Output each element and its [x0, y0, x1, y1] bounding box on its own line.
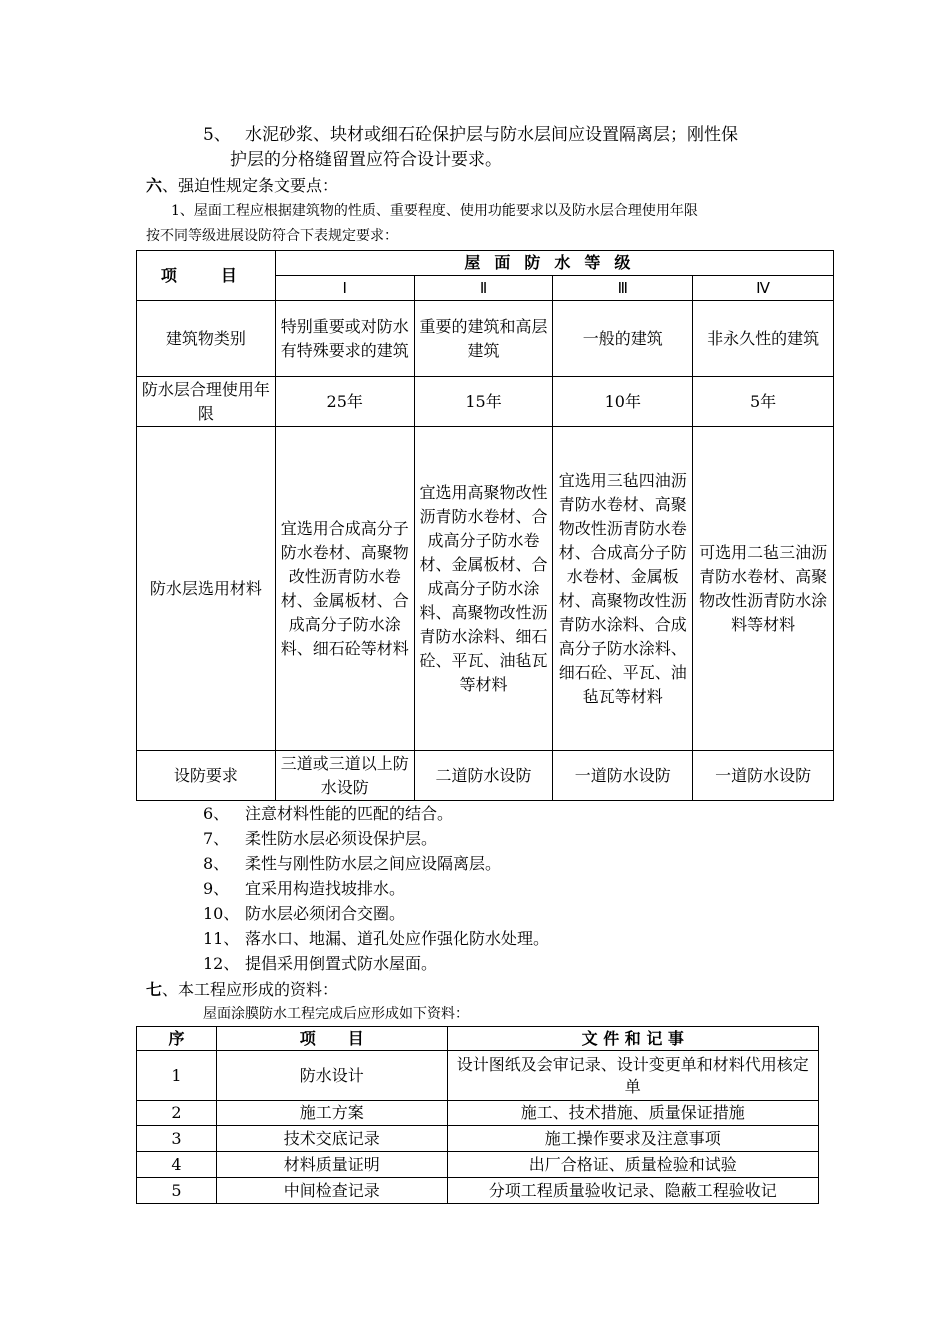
list-item-number: 9、 [203, 879, 230, 898]
table-cell: 施工操作要求及注意事项 [447, 1126, 818, 1152]
grade-4: Ⅳ [693, 276, 834, 301]
list-item-number: 12、 [203, 954, 240, 973]
table-cell: 2 [137, 1101, 217, 1126]
section-6-paragraph-line1: 1、屋面工程应根据建筑物的性质、重要程度、使用功能要求以及防水层合理使用年限 [171, 203, 698, 219]
table-row [137, 1126, 819, 1152]
list-item [203, 831, 549, 856]
table-cell: 材料质量证明 [216, 1152, 447, 1178]
list-item-number: 10、 [203, 904, 240, 923]
header-item: 项 目 [137, 251, 276, 301]
item-5 [203, 127, 738, 144]
list-item-text: 柔性防水层必须设保护层。 [245, 829, 438, 848]
section-6-heading [146, 178, 338, 194]
list-item-number: 6、 [203, 804, 230, 823]
section-7-intro: 屋面涂膜防水工程完成后应形成如下资料： [203, 1006, 469, 1022]
list-item-text: 落水口、地漏、道孔处应作强化防水处理。 [245, 929, 550, 948]
table-cell: 一般的建筑 [553, 301, 693, 377]
table-row [137, 1051, 819, 1101]
table-cell: 非永久性的建筑 [693, 301, 834, 377]
table-row [137, 1101, 819, 1126]
section-6-number: 六 [146, 176, 163, 195]
table-cell: 一道防水设防 [693, 751, 834, 801]
table-cell: 宜选用合成高分子防水卷材、高聚物改性沥青防水卷材、金属板材、合成高分子防水涂料、细石砼等材料 [275, 427, 414, 751]
header-documents: 文 件 和 记 事 [447, 1027, 818, 1051]
list-item-text: 宜采用构造找坡排水。 [245, 879, 406, 898]
table-cell: 5年 [693, 377, 834, 427]
row-building-type [137, 301, 834, 377]
table-cell: 出厂合格证、质量检验和试验 [447, 1152, 818, 1178]
grade-1: Ⅰ [275, 276, 414, 301]
table-cell: 设计图纸及会审记录、设计变更单和材料代用核定单 [447, 1051, 818, 1101]
grade-2: Ⅱ [414, 276, 553, 301]
table-cell: 一道防水设防 [553, 751, 693, 801]
waterproof-grade-table [136, 250, 834, 801]
list-item-number: 11、 [203, 929, 240, 948]
item-5-number: 5、 [203, 125, 231, 145]
table-cell: 宜选用三毡四油沥青防水卷材、高聚物改性沥青防水卷材、合成高分子防水卷材、金属板材、高聚物改性沥青防水涂料、合成高分子防水涂料、细石砼、平瓦、油毡瓦等材料 [553, 427, 693, 751]
list-item-text: 注意材料性能的匹配的结合。 [245, 804, 454, 823]
section-7-number: 七 [146, 980, 163, 999]
table-row [137, 1152, 819, 1178]
list-item [203, 856, 549, 881]
row-label: 设防要求 [137, 751, 276, 801]
list-item-number: 7、 [203, 829, 230, 848]
row-materials [137, 427, 834, 751]
section-6-title: 、强迫性规定条文要点： [162, 176, 339, 195]
grade-3: Ⅲ [553, 276, 693, 301]
table-cell: 特别重要或对防水有特殊要求的建筑 [275, 301, 414, 377]
header-item: 项 目 [216, 1027, 447, 1051]
documents-table [136, 1026, 819, 1204]
item-5-text: 水泥砂浆、块材或细石砼保护层与防水层间应设置隔离层；刚性保 [245, 125, 738, 145]
table-cell: 25年 [275, 377, 414, 427]
table-cell: 施工、技术措施、质量保证措施 [447, 1101, 818, 1126]
list-item-text: 提倡采用倒置式防水屋面。 [245, 954, 438, 973]
list-item [203, 956, 549, 981]
table-row [137, 1178, 819, 1204]
row-defense-requirement [137, 751, 834, 801]
table-cell: 二道防水设防 [414, 751, 553, 801]
header-seq: 序 [137, 1027, 217, 1051]
item-5-continuation: 护层的分格缝留置应符合设计要求。 [230, 150, 502, 170]
list-item [203, 906, 549, 931]
table-cell: 三道或三道以上防水设防 [275, 751, 414, 801]
table-cell: 15年 [414, 377, 553, 427]
row-label: 建筑物类别 [137, 301, 276, 377]
table-cell: 技术交底记录 [216, 1126, 447, 1152]
section-7-heading [146, 982, 338, 998]
table-cell: 防水设计 [216, 1051, 447, 1101]
table-cell: 3 [137, 1126, 217, 1152]
table-cell: 10年 [553, 377, 693, 427]
list-item-text: 柔性与刚性防水层之间应设隔离层。 [245, 854, 502, 873]
table-cell: 施工方案 [216, 1101, 447, 1126]
list-item [203, 806, 549, 831]
list-item-text: 防水层必须闭合交圈。 [245, 904, 406, 923]
header-grade: 屋面防水等级 [275, 251, 833, 276]
row-label: 防水层选用材料 [137, 427, 276, 751]
row-label: 防水层合理使用年限 [137, 377, 276, 427]
list-item-number: 8、 [203, 854, 230, 873]
row-service-life [137, 377, 834, 427]
list-item [203, 931, 549, 956]
table-cell: 宜选用高聚物改性沥青防水卷材、合成高分子防水卷材、金属板材、合成高分子防水涂料、高聚物改性沥青防水涂料、细石砼、平瓦、油毡瓦等材料 [414, 427, 553, 751]
table-cell: 4 [137, 1152, 217, 1178]
section-6-paragraph-line2: 按不同等级进展设防符合下表规定要求： [146, 228, 398, 244]
table-cell: 分项工程质量验收记录、隐蔽工程验收记 [447, 1178, 818, 1204]
table-cell: 可选用二毡三油沥青防水卷材、高聚物改性沥青防水涂料等材料 [693, 427, 834, 751]
table-cell: 中间检查记录 [216, 1178, 447, 1204]
requirements-list [203, 806, 549, 981]
section-7-title: 、本工程应形成的资料： [162, 980, 339, 999]
table-cell: 5 [137, 1178, 217, 1204]
list-item [203, 881, 549, 906]
table-cell: 1 [137, 1051, 217, 1101]
table-cell: 重要的建筑和高层建筑 [414, 301, 553, 377]
